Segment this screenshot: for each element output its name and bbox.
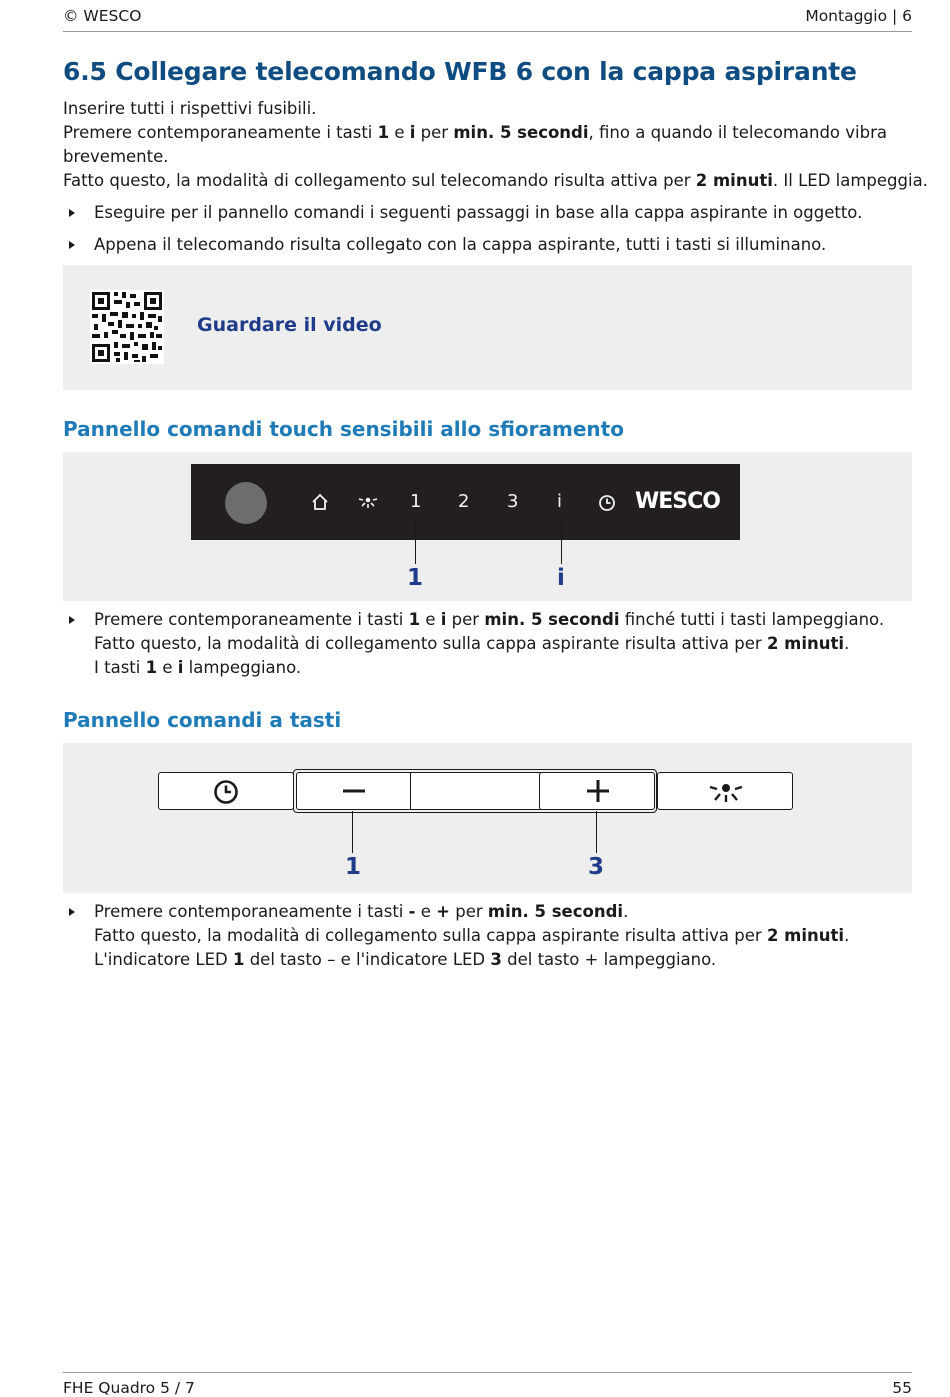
qr-code-icon[interactable] [90, 290, 164, 364]
callout-line-i [561, 516, 562, 564]
home-icon[interactable] [311, 493, 329, 511]
intro-line-1: Inserire tutti i rispettivi fusibili. [63, 99, 317, 118]
touch-control-panel [191, 464, 740, 540]
clock-icon[interactable] [598, 494, 616, 512]
button-panel-heading: Pannello comandi a tasti [63, 708, 342, 732]
callout-line-minus [352, 811, 353, 853]
touch-step-line-2: Fatto questo, la modalità di collegamento sulla cappa aspirante risulta attiva per 2 minuti. [94, 634, 850, 653]
light-icon[interactable] [358, 493, 378, 511]
step-1: Eseguire per il pannello comandi i seguenti passaggi in base alla cappa aspirante in oggetto. [94, 201, 862, 225]
clock-button[interactable] [158, 772, 294, 810]
callout-line-1 [415, 516, 416, 564]
page-number: 55 [892, 1379, 912, 1397]
intro-line-3: brevemente. [63, 147, 169, 166]
touch-key-2[interactable]: 2 [458, 491, 470, 512]
step-2: Appena il telecomando risulta collegato con la cappa aspirante, tutti i tasti si illuminano. [94, 233, 826, 257]
wesco-logo: WESCO [635, 489, 720, 514]
section-title: 6.5 Collegare telecomando WFB 6 con la cappa aspirante [63, 57, 857, 86]
button-step-line-1: Premere contemporaneamente i tasti - e + per min. 5 secondi. [94, 900, 628, 924]
page-footer [63, 1372, 912, 1397]
plus-button[interactable] [539, 772, 655, 810]
header-section: Montaggio | 6 [805, 7, 912, 25]
header-brand: © WESCO [63, 7, 142, 25]
light-button[interactable] [657, 772, 793, 810]
button-panel-figure [63, 743, 912, 893]
callout-3: 3 [588, 854, 605, 880]
light-icon [708, 780, 744, 804]
footer-model: FHE Quadro 5 / 7 [63, 1379, 195, 1397]
callout-1: 1 [407, 565, 424, 591]
callout-line-plus [596, 811, 597, 853]
callout-1: 1 [345, 854, 362, 880]
intro-line-4: Fatto questo, la modalità di collegamento sul telecomando risulta attiva per 2 minuti. Il LED lampeggia. [63, 171, 928, 190]
minus-button[interactable] [296, 772, 412, 810]
button-step-line-3: L'indicatore LED 1 del tasto – e l'indicatore LED 3 del tasto + lampeggiano. [94, 950, 717, 969]
callout-i: i [557, 565, 565, 591]
touch-key-i[interactable]: i [557, 491, 563, 512]
plus-icon [586, 779, 610, 803]
clock-icon [213, 779, 239, 805]
intro-line-2: Premere contemporaneamente i tasti 1 e i per min. 5 secondi, fino a quando il telecomando vibra [63, 123, 887, 142]
touch-step-line-3: I tasti 1 e i lampeggiano. [94, 658, 302, 677]
touch-panel-heading: Pannello comandi touch sensibili allo sfioramento [63, 417, 624, 441]
minus-icon [342, 781, 366, 801]
power-knob[interactable] [225, 482, 267, 524]
video-box [63, 265, 912, 390]
button-step-line-2: Fatto questo, la modalità di collegamento sulla cappa aspirante risulta attiva per 2 minuti. [94, 926, 850, 945]
touch-step-line-1: Premere contemporaneamente i tasti 1 e i per min. 5 secondi finché tutti i tasti lampeggiano. [94, 608, 884, 632]
touch-key-1[interactable]: 1 [410, 491, 422, 512]
touch-key-3[interactable]: 3 [507, 491, 519, 512]
watch-video-link[interactable]: Guardare il video [197, 314, 382, 336]
page-header [63, 6, 912, 32]
rocker-middle [410, 772, 541, 810]
